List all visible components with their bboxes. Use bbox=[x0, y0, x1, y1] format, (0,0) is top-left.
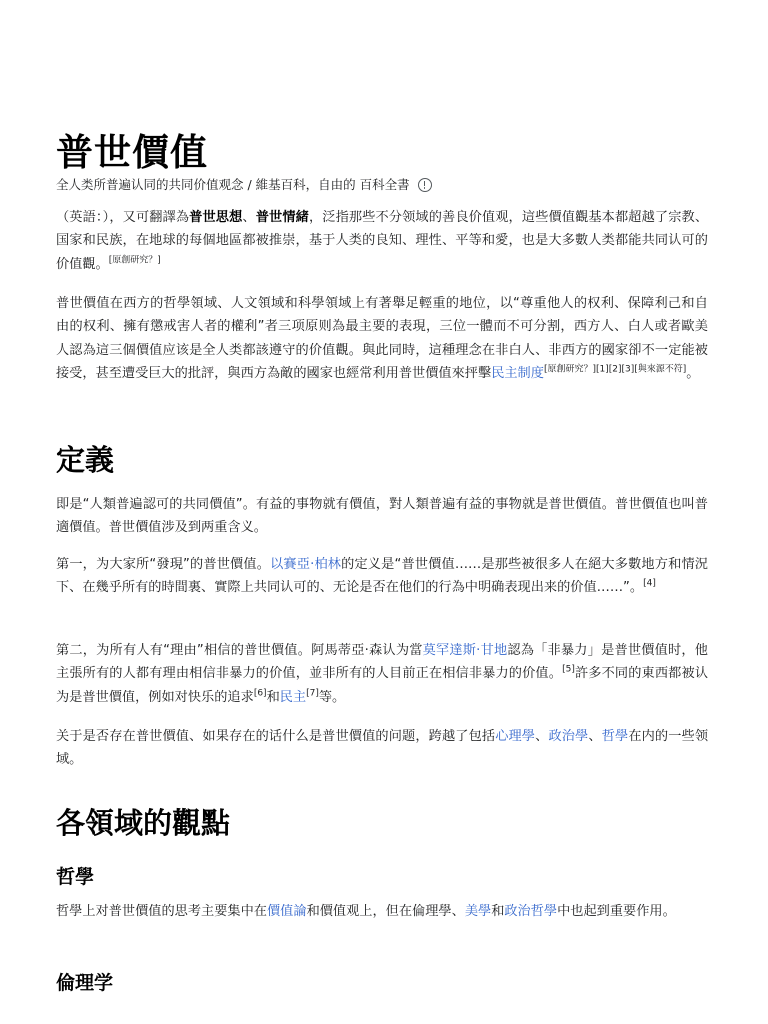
intro-body-text: ，泛指那些不分领域的善良价值观，這些價值觀基本都超越了宗教、国家和民族，在地球的每個地區都被推崇，基于人类的良知、理性、平等和愛，也是大多數人类都能共同认可的价值觀。 bbox=[56, 210, 709, 272]
separator: 、 bbox=[535, 729, 549, 744]
def3-text-b: 認為「非暴力」是普世價值时，他主張所有的人都有理由相信非暴力的价值，並非所有的人目前正在相信非暴力的价值。 bbox=[56, 643, 708, 682]
tagline-text: 全人类所普遍认同的共同价值观念 / 維基百科，自由的 百科全書 bbox=[56, 177, 410, 192]
separator: 、 bbox=[588, 729, 602, 744]
intro2-body-text: 普世價值在西方的哲學領域、人文領域和科學領域上有著舉足輕重的地位，以“尊重他人的权利、保障利己和自由的权利、擁有懲戒害人者的權利”者三项原则為最主要的表現，三位一體而不可分割，西方人、白人或者歐美人認為這三個價值应该是全人类都該遵守的价值觀。與此同時，這種理念在非白人、非西方的國家卻不一定能被接受，甚至遭受巨大的批評，與西方為敵的國家也經常利用普世價值來抨擊 bbox=[56, 296, 708, 382]
def3-text-c: 許多不同的東西都被认为是普世價值，例如对快乐的追求 bbox=[56, 666, 709, 705]
link-isaiah-berlin[interactable]: 以賽亞·柏林 bbox=[270, 557, 342, 572]
subsection-heading-ethics: 倫理学 bbox=[56, 972, 114, 994]
link-democracy[interactable]: 民主 bbox=[279, 689, 307, 705]
section-heading-definition: 定義 bbox=[56, 443, 115, 477]
section-heading-views: 各領域的觀點 bbox=[56, 806, 231, 840]
term-bold-1: 普世思想 bbox=[189, 210, 243, 225]
definition-paragraph-1: 即是“人類普遍認可的共同價值”。有益的事物就有價值，對人類普遍有益的事物就是普世價值。普世價值也叫普適價值。普世價值涉及到两重含义。 bbox=[56, 497, 708, 536]
philosophy-paragraph bbox=[56, 900, 708, 923]
definition-paragraph-3 bbox=[56, 639, 708, 709]
citation-6[interactable]: [6] bbox=[253, 688, 267, 699]
link-gandhi[interactable]: 莫罕達斯·甘地 bbox=[422, 643, 508, 658]
intro-paragraph-2 bbox=[56, 292, 708, 386]
def3-text-d: 和 bbox=[266, 689, 280, 705]
article-tagline bbox=[56, 176, 432, 194]
citation-needed[interactable]: [原創研究？] bbox=[108, 255, 161, 266]
citation-4[interactable]: [4] bbox=[643, 579, 656, 590]
phil-text-a: 哲學上对普世價值的思考主要集中在 bbox=[56, 904, 267, 919]
def3-text-a: 第二，为所有人有“理由”相信的普世價值。阿馬蒂亞·森认为當 bbox=[56, 643, 423, 658]
subsection-heading-philosophy: 哲學 bbox=[56, 866, 95, 888]
citation-7[interactable]: [7] bbox=[306, 688, 319, 699]
info-icon[interactable] bbox=[418, 178, 432, 192]
phil-text-d: 中也起到重要作用。 bbox=[557, 904, 676, 919]
definition-paragraph-4 bbox=[56, 725, 708, 772]
phil-text-b: 和價值观上，但在倫理學、 bbox=[306, 904, 465, 919]
citation-refs[interactable]: [原創研究？][1][2][3][與來源不符] bbox=[543, 364, 687, 375]
phil-text-c: 和 bbox=[491, 904, 505, 919]
link-aesthetics[interactable]: 美學 bbox=[464, 904, 492, 919]
link-axiology[interactable]: 價值論 bbox=[267, 904, 307, 919]
def2-text-a: 第一，为大家所“發現”的普世價值。 bbox=[56, 557, 271, 572]
separator: 、 bbox=[242, 210, 256, 225]
def4-text-a: 关于是否存在普世價值、如果存在的话什么是普世價值的问题，跨越了包括 bbox=[56, 729, 496, 744]
def2-text-b: 的定义是“普世價值……是那些被很多人在絕大多數地方和情況下、在幾乎所有的時間裏、實際上共同认可的、无论是否在他们的行為中明确表现出来的价值……”。 bbox=[56, 557, 708, 596]
def3-text-e: 等。 bbox=[318, 689, 346, 705]
link-philosophy[interactable]: 哲學 bbox=[601, 729, 629, 744]
intro-paragraph-1 bbox=[56, 206, 708, 276]
def4-text-b: 在内的一些领域。 bbox=[56, 729, 709, 768]
link-psychology[interactable]: 心理學 bbox=[495, 729, 536, 744]
link-democracy-system[interactable]: 民主制度 bbox=[491, 366, 544, 382]
page-title: 普世價值 bbox=[56, 130, 208, 174]
link-political-science[interactable]: 政治學 bbox=[548, 729, 589, 744]
citation-5[interactable]: [5] bbox=[562, 665, 575, 676]
sentence-end: 。 bbox=[686, 366, 700, 382]
definition-paragraph-2 bbox=[56, 553, 708, 600]
term-bold-2: 普世情緒 bbox=[255, 210, 309, 225]
link-political-philosophy[interactable]: 政治哲學 bbox=[504, 904, 558, 919]
intro-lead-text: （英語：），又可翻譯為 bbox=[56, 210, 190, 225]
